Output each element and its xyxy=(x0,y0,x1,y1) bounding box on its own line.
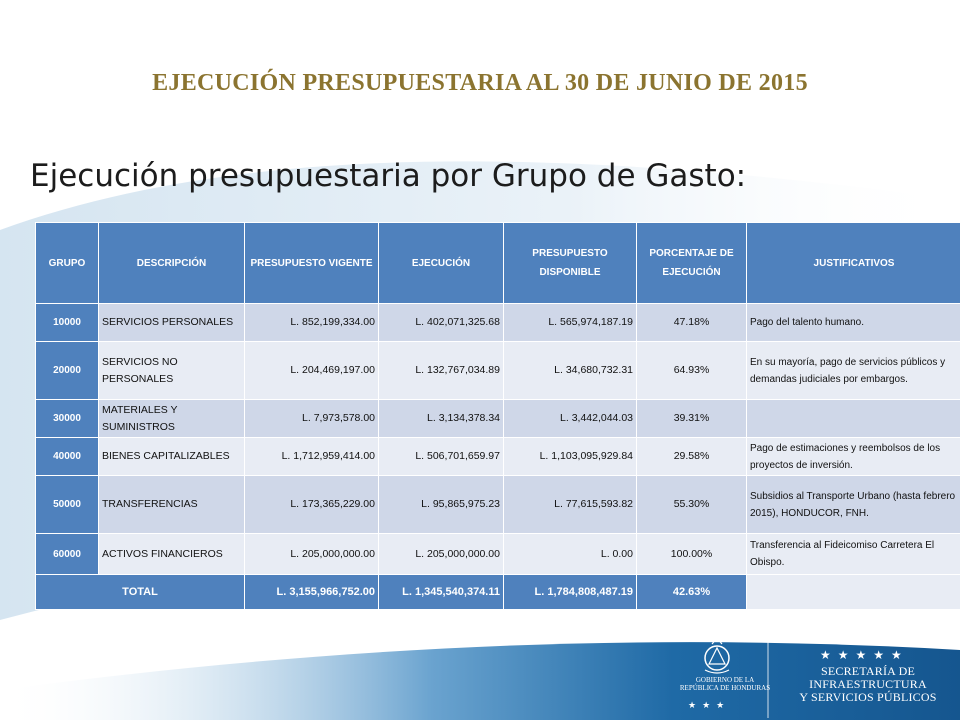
cell-vigente: L. 1,712,959,414.00 xyxy=(245,438,379,476)
cell-disponible: L. 34,680,732.31 xyxy=(504,342,637,400)
cell-disponible: L. 0.00 xyxy=(504,534,637,575)
cell-justificativo: Transferencia al Fideicomiso Carretera El Obispo. xyxy=(747,534,960,575)
header-grupo: GRUPO xyxy=(36,223,99,304)
cell-disponible: L. 3,442,044.03 xyxy=(504,400,637,438)
table-row xyxy=(36,534,960,575)
seal-stars-icon: ★★★ xyxy=(688,700,731,710)
header-ejecucion: EJECUCIÓN xyxy=(379,223,504,304)
header-presupuesto-vigente: PRESUPUESTO VIGENTE xyxy=(245,223,379,304)
cell-descripcion: MATERIALES Y SUMINISTROS xyxy=(99,400,245,438)
cell-ejecucion: L. 506,701,659.97 xyxy=(379,438,504,476)
cell-justificativo xyxy=(747,400,960,438)
seal-caption-line-2: REPÚBLICA DE HONDURAS xyxy=(679,684,771,692)
table-row xyxy=(36,438,960,476)
table-row xyxy=(36,476,960,534)
cell-grupo: 20000 xyxy=(36,342,99,400)
slide-subtitle: Ejecución presupuestaria por Grupo de Gasto: xyxy=(30,158,747,194)
cell-grupo: 60000 xyxy=(36,534,99,575)
total-ejecucion: L. 1,345,540,374.11 xyxy=(379,575,504,610)
cell-ejecucion: L. 205,000,000.00 xyxy=(379,534,504,575)
ministry-line-2: Y SERVICIOS PÚBLICOS xyxy=(799,690,937,704)
cell-justificativo: En su mayoría, pago de servicios públicos y demandas judiciales por embargos. xyxy=(747,342,960,400)
table-row xyxy=(36,400,960,438)
slide-title: EJECUCIÓN PRESUPUESTARIA AL 30 DE JUNIO DE 2015 xyxy=(152,70,808,96)
total-justificativo-empty xyxy=(747,575,960,610)
total-porcentaje: 42.63% xyxy=(637,575,747,610)
cell-disponible: L. 565,974,187.19 xyxy=(504,304,637,342)
cell-ejecucion: L. 95,865,975.23 xyxy=(379,476,504,534)
total-vigente: L. 3,155,966,752.00 xyxy=(245,575,379,610)
header-justificativos: JUSTIFICATIVOS xyxy=(747,223,960,304)
cell-porcentaje: 47.18% xyxy=(637,304,747,342)
cell-vigente: L. 204,469,197.00 xyxy=(245,342,379,400)
cell-descripcion: ACTIVOS FINANCIEROS xyxy=(99,534,245,575)
table-row xyxy=(36,342,960,400)
cell-grupo: 10000 xyxy=(36,304,99,342)
cell-porcentaje: 39.31% xyxy=(637,400,747,438)
header-descripcion: DESCRIPCIÓN xyxy=(99,223,245,304)
cell-disponible: L. 1,103,095,929.84 xyxy=(504,438,637,476)
cell-grupo: 50000 xyxy=(36,476,99,534)
cell-justificativo: Subsidios al Transporte Urbano (hasta febrero 2015), HONDUCOR, FNH. xyxy=(747,476,960,534)
cell-ejecucion: L. 3,134,378.34 xyxy=(379,400,504,438)
table-row xyxy=(36,304,960,342)
cell-grupo: 30000 xyxy=(36,400,99,438)
budget-table xyxy=(35,222,960,610)
government-seal-caption xyxy=(670,676,780,692)
cell-vigente: L. 205,000,000.00 xyxy=(245,534,379,575)
ministry-stars-icon: ★★★★★ xyxy=(820,648,909,662)
ministry-name xyxy=(776,665,960,704)
total-label: TOTAL xyxy=(36,575,245,610)
total-disponible: L. 1,784,808,487.19 xyxy=(504,575,637,610)
cell-descripcion: SERVICIOS PERSONALES xyxy=(99,304,245,342)
cell-vigente: L. 173,365,229.00 xyxy=(245,476,379,534)
header-porcentaje: PORCENTAJE DE EJECUCIÓN xyxy=(637,223,747,304)
cell-grupo: 40000 xyxy=(36,438,99,476)
cell-porcentaje: 64.93% xyxy=(637,342,747,400)
honduras-seal-icon xyxy=(695,634,739,678)
table-header-row xyxy=(36,223,960,304)
cell-porcentaje: 29.58% xyxy=(637,438,747,476)
seal-caption-line-1: GOBIERNO DE LA xyxy=(695,676,755,684)
cell-descripcion: SERVICIOS NO PERSONALES xyxy=(99,342,245,400)
ministry-line-1: SECRETARÍA DE INFRAESTRUCTURA xyxy=(809,664,927,691)
cell-vigente: L. 852,199,334.00 xyxy=(245,304,379,342)
cell-porcentaje: 55.30% xyxy=(637,476,747,534)
cell-descripcion: TRANSFERENCIAS xyxy=(99,476,245,534)
cell-porcentaje: 100.00% xyxy=(637,534,747,575)
cell-vigente: L. 7,973,578.00 xyxy=(245,400,379,438)
cell-justificativo: Pago del talento humano. xyxy=(747,304,960,342)
cell-ejecucion: L. 132,767,034.89 xyxy=(379,342,504,400)
header-presupuesto-disponible: PRESUPUESTO DISPONIBLE xyxy=(504,223,637,304)
cell-ejecucion: L. 402,071,325.68 xyxy=(379,304,504,342)
cell-descripcion: BIENES CAPITALIZABLES xyxy=(99,438,245,476)
table-total-row xyxy=(36,575,960,610)
cell-disponible: L. 77,615,593.82 xyxy=(504,476,637,534)
cell-justificativo: Pago de estimaciones y reembolsos de los proyectos de inversión. xyxy=(747,438,960,476)
